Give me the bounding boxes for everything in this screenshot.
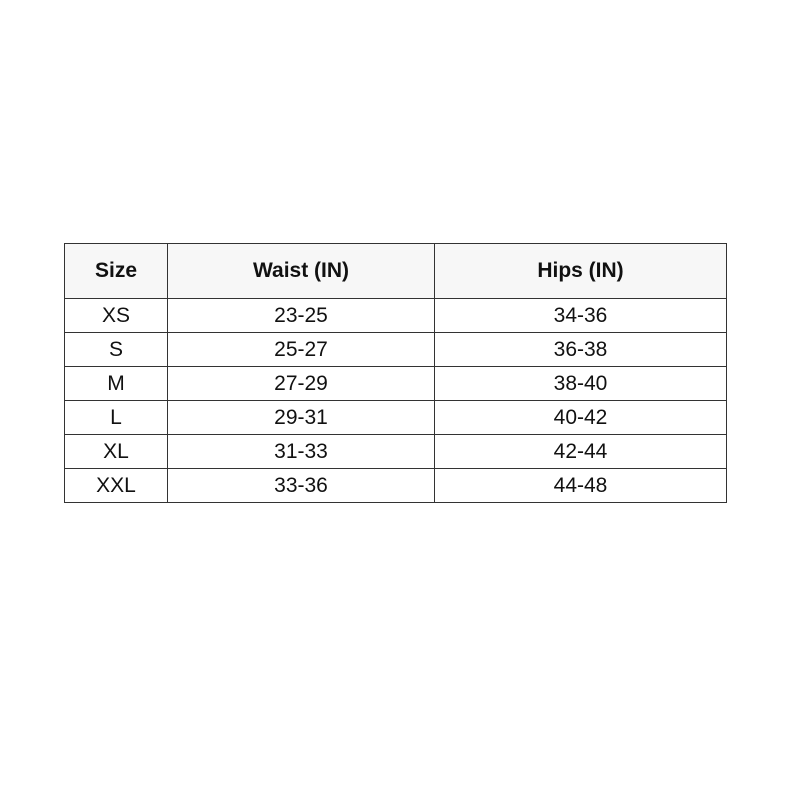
cell-waist: 23-25 [168,299,435,333]
header-row [65,244,727,299]
header-hips: Hips (IN) [435,244,727,299]
cell-size: L [65,401,168,435]
cell-size: M [65,367,168,401]
cell-size: XL [65,435,168,469]
header-size: Size [65,244,168,299]
cell-hips: 44-48 [435,469,727,503]
cell-size: XXL [65,469,168,503]
cell-hips: 42-44 [435,435,727,469]
cell-waist: 27-29 [168,367,435,401]
size-chart-table [64,243,727,503]
table-row [65,333,727,367]
cell-hips: 40-42 [435,401,727,435]
table-row [65,469,727,503]
cell-hips: 34-36 [435,299,727,333]
cell-size: XS [65,299,168,333]
cell-size: S [65,333,168,367]
cell-waist: 25-27 [168,333,435,367]
table-row [65,299,727,333]
header-waist: Waist (IN) [168,244,435,299]
cell-hips: 36-38 [435,333,727,367]
cell-waist: 33-36 [168,469,435,503]
cell-hips: 38-40 [435,367,727,401]
cell-waist: 31-33 [168,435,435,469]
table-body [65,299,727,503]
table-header [65,244,727,299]
cell-waist: 29-31 [168,401,435,435]
table-row [65,435,727,469]
table-row [65,401,727,435]
table-row [65,367,727,401]
